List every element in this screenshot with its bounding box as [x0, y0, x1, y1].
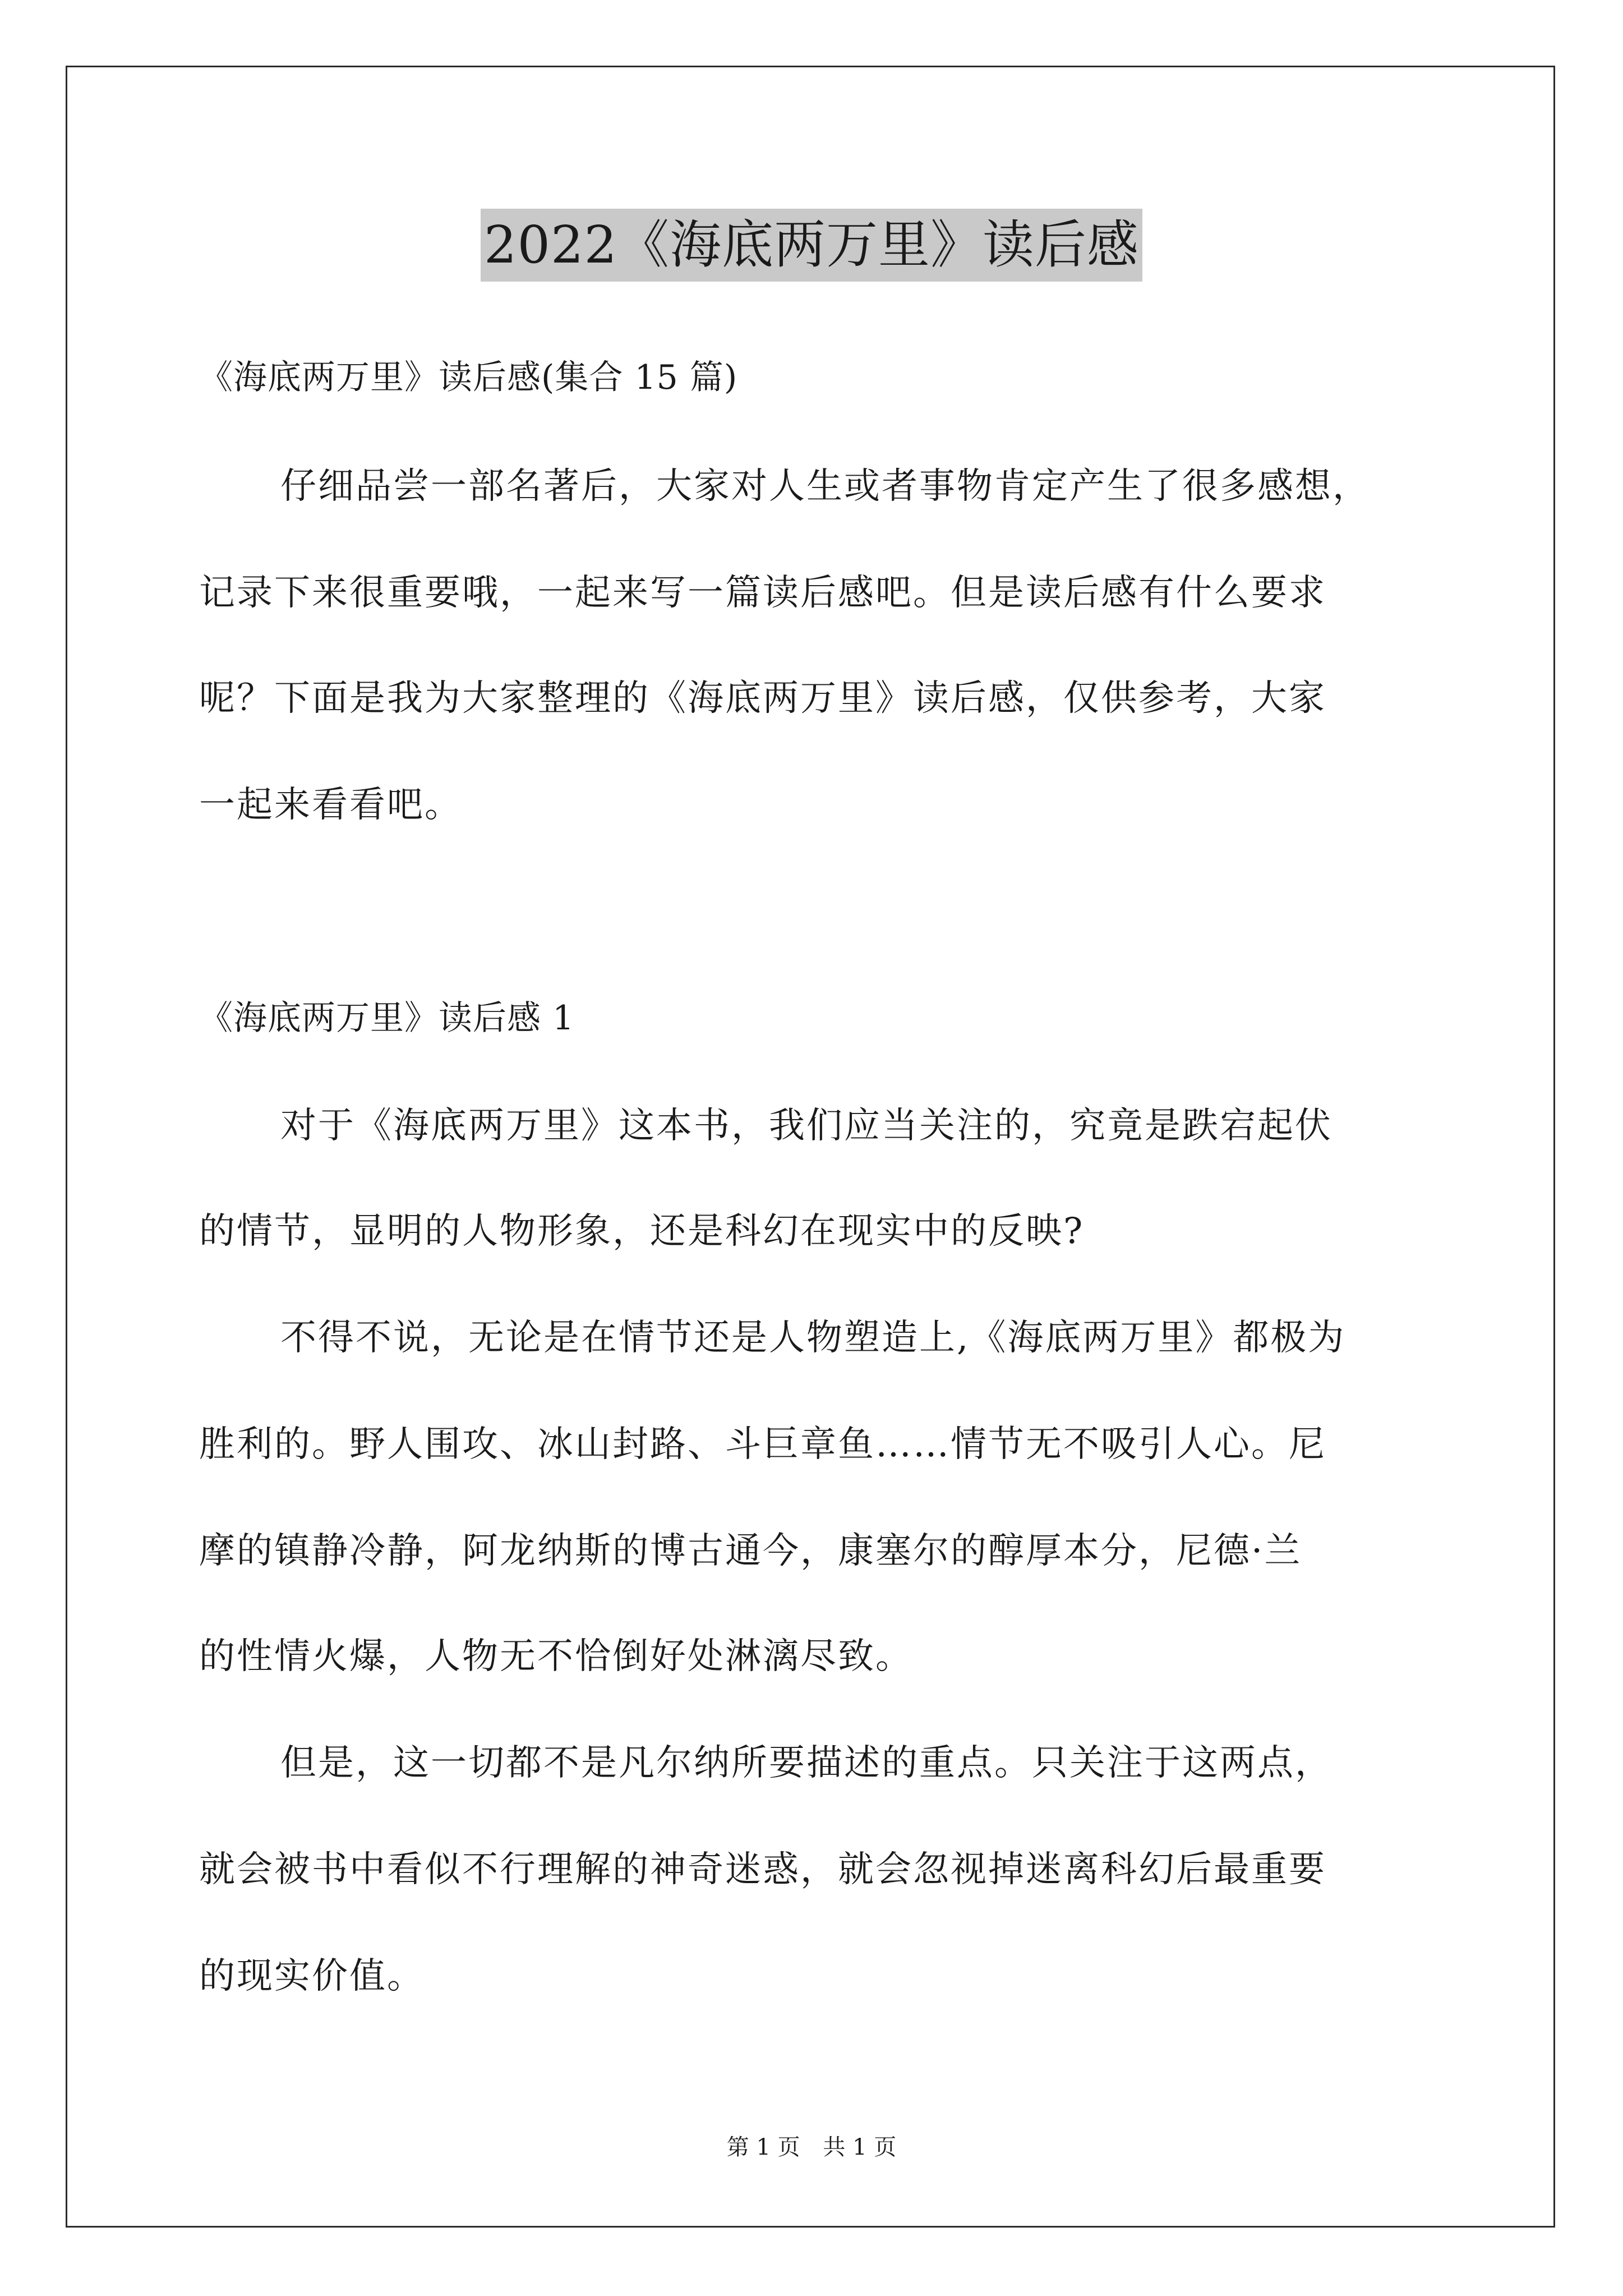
paragraph3-line-1: 但是，这一切都不是凡尔纳所要描述的重点。只关注于这两点，: [280, 1742, 1332, 1784]
paragraph2-line-2: 胜利的。野人围攻、冰山封路、斗巨章鱼……情节无不吸引人心。尼: [199, 1424, 1326, 1465]
intro-line-4: 一起来看看吧。: [199, 784, 462, 826]
section-heading: 《海底两万里》读后感 1: [199, 999, 575, 1038]
page-footer: [0, 2132, 1623, 2163]
page-total: 共 1 页: [823, 2134, 897, 2160]
paragraph3-line-2: 就会被书中看似不行理解的神奇迷惑，就会忽视掉迷离科幻后最重要: [199, 1849, 1326, 1890]
paragraph1-line-2: 的情节，显明的人物形象，还是科幻在现实中的反映?: [199, 1211, 1085, 1252]
document-title: 2022《海底两万里》读后感: [481, 209, 1142, 282]
document-subtitle: 《海底两万里》读后感(集合 15 篇): [199, 358, 738, 397]
paragraph3-line-3: 的现实价值。: [199, 1955, 425, 1997]
paragraph2-line-1: 不得不说，无论是在情节还是人物塑造上,《海底两万里》都极为: [280, 1317, 1346, 1359]
intro-line-3: 呢？下面是我为大家整理的《海底两万里》读后感，仅供参考，大家: [199, 678, 1326, 719]
paragraph2-line-3: 摩的镇静冷静，阿龙纳斯的博古通今，康塞尔的醇厚本分，尼德·兰: [199, 1530, 1302, 1572]
page-number: 第 1 页: [726, 2134, 800, 2160]
paragraph2-line-4: 的性情火爆，人物无不恰倒好处淋漓尽致。: [199, 1636, 913, 1677]
paragraph1-line-1: 对于《海底两万里》这本书，我们应当关注的，究竟是跌宕起伏: [280, 1105, 1332, 1147]
intro-line-2: 记录下来很重要哦，一起来写一篇读后感吧。但是读后感有什么要求: [199, 572, 1326, 614]
title-container: [0, 209, 1623, 282]
intro-line-1: 仔细品尝一部名著后，大家对人生或者事物肯定产生了很多感想，: [280, 466, 1370, 507]
